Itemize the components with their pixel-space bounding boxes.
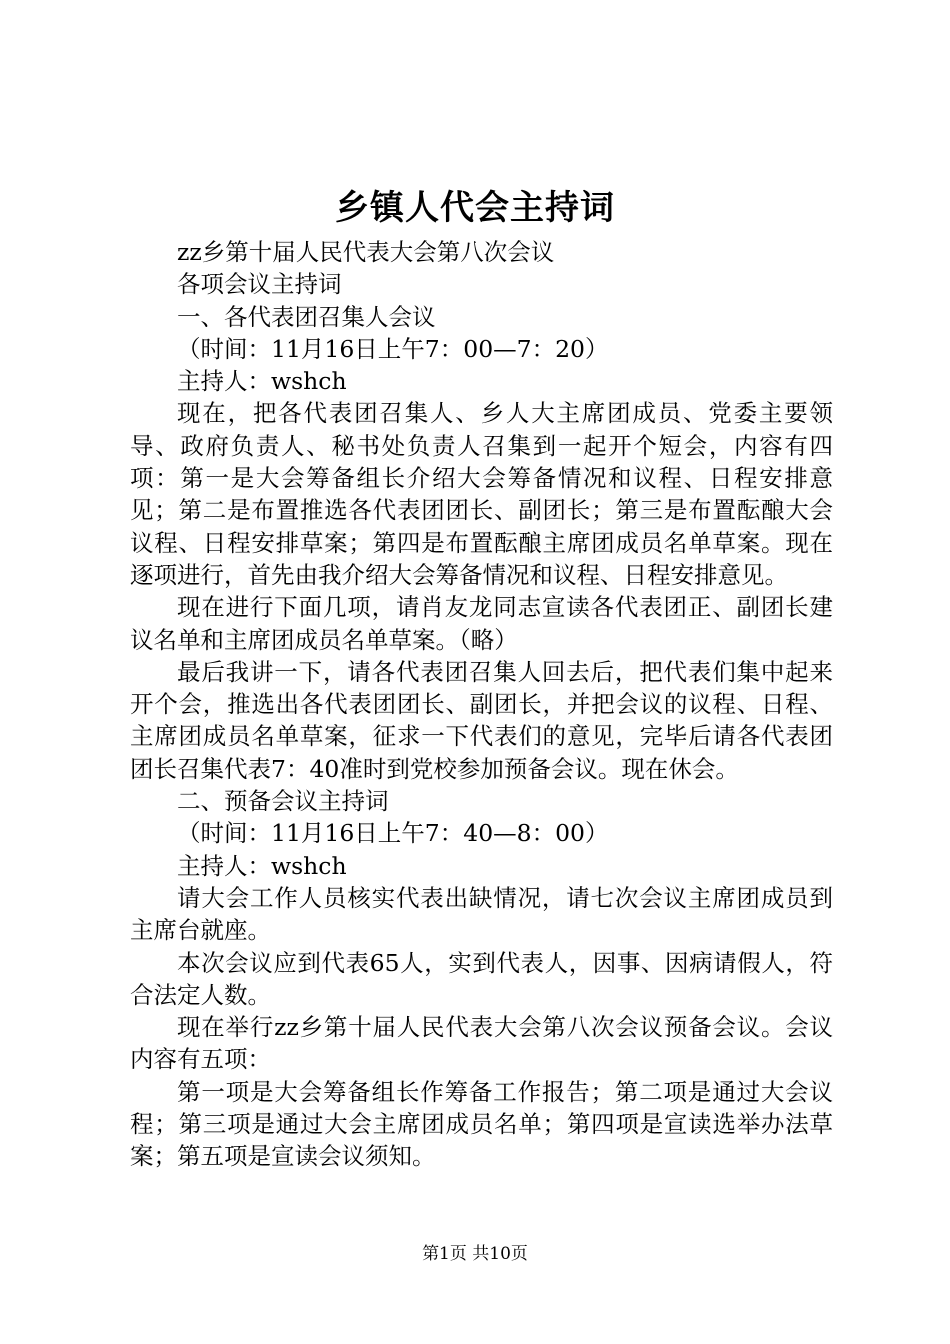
paragraph: 主持人：wshch	[177, 367, 347, 396]
section-heading: 一、各代表团召集人会议	[177, 302, 436, 331]
paragraph: 请大会工作人员核实代表出缺情况，请七次会议主席团成员到主席台就座。	[130, 883, 833, 945]
paragraph: 现在举行zz乡第十届人民代表大会第八次会议预备会议。会议内容有五项：	[130, 1013, 833, 1074]
paragraph: 主持人：wshch	[177, 851, 347, 880]
page-footer: 第1页 共10页	[422, 1244, 528, 1264]
paragraph: 现在进行下面几项，请肖友龙同志宣读各代表团正、副团长建议名单和主席团成员名单草案。（略）	[130, 593, 833, 654]
paragraph: zz乡第十届人民代表大会第八次会议	[177, 238, 555, 266]
paragraph: （时间：11月16日上午7：40—8：00）	[177, 819, 609, 848]
paragraph: 现在，把各代表团召集人、乡人大主席团成员、党委主要领导、政府负责人、秘书处负责人召集到一起开个短会，内容有四项：第一是大会筹备组长介绍大会筹备情况和议程、日程安排意见；第二是布置推选各代表团团长、副团长；第三是布置酝酿大会议程、日程安排草案；第四是布置酝酿主席团成员名单草案。现在逐项进行，首先由我介绍大会筹备情况和议程、日程安排意见。	[130, 399, 833, 589]
paragraph: 第一项是大会筹备组长作筹备工作报告；第二项是通过大会议程；第三项是通过大会主席团成员名单；第四项是宣读选举办法草案；第五项是宣读会议须知。	[130, 1077, 833, 1171]
paragraph: 最后我讲一下，请各代表团召集人回去后，把代表们集中起来开个会，推选出各代表团团长、副团长，并把会议的议程、日程、主席团成员名单草案，征求一下代表们的意见，完毕后请各代表团团长召集代表7：40准时到党校参加预备会议。现在休会。	[130, 657, 833, 783]
document-body	[130, 236, 833, 1173]
paragraph: （时间：11月16日上午7：00—7：20）	[177, 334, 609, 363]
paragraph: 各项会议主持词	[177, 270, 342, 299]
document-title: 乡镇人代会主持词	[335, 188, 615, 228]
section-heading: 二、预备会议主持词	[177, 787, 389, 816]
paragraph: 本次会议应到代表65人，实到代表人，因事、因病请假人，符合法定人数。	[130, 948, 833, 1009]
